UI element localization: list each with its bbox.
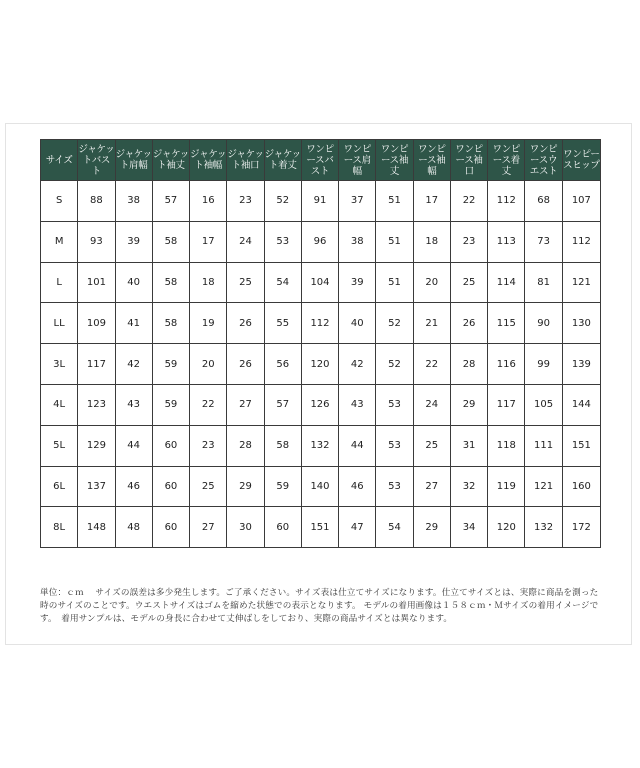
cell-dress-bust: 126 (301, 384, 338, 425)
cell-dress-waist: 68 (525, 181, 562, 222)
cell-jacket-sleeve-length: 57 (152, 181, 189, 222)
cell-dress-sleeve-width: 17 (413, 181, 450, 222)
cell-jacket-cuff: 30 (227, 507, 264, 548)
cell-jacket-sleeve-width: 18 (190, 262, 227, 303)
cell-jacket-bust: 93 (78, 221, 115, 262)
cell-jacket-sleeve-width: 20 (190, 344, 227, 385)
cell-dress-sleeve-length: 53 (376, 384, 413, 425)
cell-jacket-sleeve-length: 58 (152, 221, 189, 262)
cell-jacket-cuff: 24 (227, 221, 264, 262)
cell-jacket-sleeve-width: 19 (190, 303, 227, 344)
cell-jacket-shoulder: 44 (115, 425, 152, 466)
cell-dress-shoulder: 37 (339, 181, 376, 222)
cell-dress-length: 120 (488, 507, 525, 548)
cell-dress-shoulder: 46 (339, 466, 376, 507)
cell-jacket-cuff: 26 (227, 303, 264, 344)
cell-jacket-sleeve-width: 27 (190, 507, 227, 548)
header-dress-length: ワンピース着丈 (488, 140, 525, 181)
cell-dress-hip: 121 (562, 262, 600, 303)
cell-size: 8L (41, 507, 78, 548)
cell-dress-length: 118 (488, 425, 525, 466)
cell-jacket-shoulder: 39 (115, 221, 152, 262)
cell-size: S (41, 181, 78, 222)
cell-jacket-bust: 101 (78, 262, 115, 303)
cell-dress-hip: 160 (562, 466, 600, 507)
cell-jacket-cuff: 28 (227, 425, 264, 466)
table-header-row (41, 140, 601, 181)
cell-jacket-bust: 123 (78, 384, 115, 425)
cell-jacket-sleeve-width: 16 (190, 181, 227, 222)
cell-dress-bust: 120 (301, 344, 338, 385)
cell-dress-cuff: 26 (450, 303, 487, 344)
cell-jacket-length: 53 (264, 221, 301, 262)
cell-jacket-bust: 109 (78, 303, 115, 344)
cell-jacket-sleeve-width: 23 (190, 425, 227, 466)
cell-dress-cuff: 31 (450, 425, 487, 466)
table-row (41, 344, 601, 385)
cell-jacket-length: 55 (264, 303, 301, 344)
table-row (41, 425, 601, 466)
cell-jacket-shoulder: 46 (115, 466, 152, 507)
cell-dress-bust: 132 (301, 425, 338, 466)
cell-dress-waist: 111 (525, 425, 562, 466)
cell-dress-hip: 107 (562, 181, 600, 222)
cell-jacket-sleeve-length: 60 (152, 466, 189, 507)
header-dress-shoulder: ワンピース肩幅 (339, 140, 376, 181)
cell-jacket-sleeve-length: 60 (152, 425, 189, 466)
cell-jacket-shoulder: 43 (115, 384, 152, 425)
cell-dress-hip: 130 (562, 303, 600, 344)
cell-jacket-cuff: 25 (227, 262, 264, 303)
cell-dress-bust: 96 (301, 221, 338, 262)
header-jacket-cuff: ジャケット袖口 (227, 140, 264, 181)
cell-jacket-shoulder: 48 (115, 507, 152, 548)
cell-dress-waist: 99 (525, 344, 562, 385)
cell-dress-sleeve-width: 18 (413, 221, 450, 262)
cell-dress-cuff: 25 (450, 262, 487, 303)
cell-jacket-cuff: 27 (227, 384, 264, 425)
cell-dress-bust: 151 (301, 507, 338, 548)
cell-dress-length: 115 (488, 303, 525, 344)
header-jacket-sleeve-width: ジャケット袖幅 (190, 140, 227, 181)
header-dress-waist: ワンピースウエスト (525, 140, 562, 181)
cell-dress-hip: 112 (562, 221, 600, 262)
cell-dress-length: 116 (488, 344, 525, 385)
cell-jacket-sleeve-width: 17 (190, 221, 227, 262)
cell-jacket-length: 57 (264, 384, 301, 425)
header-jacket-length: ジャケット着丈 (264, 140, 301, 181)
cell-dress-sleeve-length: 52 (376, 303, 413, 344)
cell-jacket-shoulder: 41 (115, 303, 152, 344)
cell-size: 3L (41, 344, 78, 385)
cell-dress-length: 119 (488, 466, 525, 507)
cell-size: LL (41, 303, 78, 344)
cell-dress-hip: 172 (562, 507, 600, 548)
cell-jacket-length: 58 (264, 425, 301, 466)
cell-dress-waist: 132 (525, 507, 562, 548)
header-dress-sleeve-width: ワンピース袖幅 (413, 140, 450, 181)
cell-jacket-cuff: 26 (227, 344, 264, 385)
cell-jacket-sleeve-length: 59 (152, 344, 189, 385)
cell-jacket-shoulder: 40 (115, 262, 152, 303)
cell-dress-sleeve-width: 20 (413, 262, 450, 303)
cell-dress-sleeve-length: 53 (376, 466, 413, 507)
cell-dress-cuff: 29 (450, 384, 487, 425)
cell-dress-sleeve-width: 24 (413, 384, 450, 425)
table-row (41, 466, 601, 507)
cell-jacket-length: 54 (264, 262, 301, 303)
cell-dress-sleeve-width: 25 (413, 425, 450, 466)
cell-dress-bust: 140 (301, 466, 338, 507)
size-table (40, 139, 601, 548)
header-size: サイズ (41, 140, 78, 181)
cell-dress-shoulder: 43 (339, 384, 376, 425)
cell-dress-bust: 104 (301, 262, 338, 303)
cell-dress-shoulder: 39 (339, 262, 376, 303)
table-row (41, 262, 601, 303)
cell-dress-sleeve-length: 53 (376, 425, 413, 466)
cell-dress-shoulder: 42 (339, 344, 376, 385)
cell-dress-sleeve-width: 27 (413, 466, 450, 507)
cell-jacket-bust: 148 (78, 507, 115, 548)
cell-jacket-length: 52 (264, 181, 301, 222)
cell-jacket-bust: 129 (78, 425, 115, 466)
table-row (41, 384, 601, 425)
cell-jacket-shoulder: 42 (115, 344, 152, 385)
cell-dress-shoulder: 40 (339, 303, 376, 344)
cell-dress-shoulder: 38 (339, 221, 376, 262)
cell-dress-cuff: 28 (450, 344, 487, 385)
cell-size: M (41, 221, 78, 262)
cell-jacket-sleeve-width: 25 (190, 466, 227, 507)
cell-size: L (41, 262, 78, 303)
table-row (41, 507, 601, 548)
cell-dress-sleeve-length: 54 (376, 507, 413, 548)
cell-jacket-sleeve-length: 59 (152, 384, 189, 425)
cell-dress-waist: 105 (525, 384, 562, 425)
cell-dress-shoulder: 47 (339, 507, 376, 548)
cell-dress-hip: 144 (562, 384, 600, 425)
header-dress-hip: ワンピースヒップ (562, 140, 600, 181)
cell-jacket-cuff: 23 (227, 181, 264, 222)
cell-dress-sleeve-width: 29 (413, 507, 450, 548)
cell-dress-length: 113 (488, 221, 525, 262)
table-row (41, 221, 601, 262)
cell-dress-hip: 151 (562, 425, 600, 466)
cell-jacket-sleeve-length: 58 (152, 262, 189, 303)
cell-dress-bust: 112 (301, 303, 338, 344)
cell-dress-cuff: 32 (450, 466, 487, 507)
cell-jacket-length: 59 (264, 466, 301, 507)
cell-dress-length: 114 (488, 262, 525, 303)
cell-dress-sleeve-length: 51 (376, 181, 413, 222)
cell-jacket-sleeve-length: 58 (152, 303, 189, 344)
cell-jacket-bust: 117 (78, 344, 115, 385)
cell-size: 6L (41, 466, 78, 507)
cell-jacket-cuff: 29 (227, 466, 264, 507)
cell-dress-length: 117 (488, 384, 525, 425)
cell-jacket-shoulder: 38 (115, 181, 152, 222)
table-body (41, 181, 601, 548)
cell-jacket-bust: 137 (78, 466, 115, 507)
cell-size: 4L (41, 384, 78, 425)
cell-dress-cuff: 22 (450, 181, 487, 222)
cell-dress-hip: 139 (562, 344, 600, 385)
header-jacket-shoulder: ジャケット肩幅 (115, 140, 152, 181)
cell-dress-cuff: 23 (450, 221, 487, 262)
size-note: 単位：ｃｍ サイズの誤差は多少発生します。ご了承ください。サイズ表は仕立てサイズになります。仕立てサイズとは、実際に商品を測った時のサイズのことです。ウエストサイズはゴムを縮めた状態での表示となります。 モデルの着用画像は１５８ｃｍ・Ｍサイズの着用イメージです。 着用サンプルは、モデルの身長に合わせて丈伸ばしをしており、実際の商品サイズとは異なります。 (40, 588, 599, 625)
cell-dress-sleeve-length: 51 (376, 262, 413, 303)
table-row (41, 181, 601, 222)
table-row (41, 303, 601, 344)
cell-dress-cuff: 34 (450, 507, 487, 548)
cell-dress-waist: 73 (525, 221, 562, 262)
cell-dress-sleeve-width: 22 (413, 344, 450, 385)
header-dress-bust: ワンピースバスト (301, 140, 338, 181)
cell-dress-sleeve-length: 52 (376, 344, 413, 385)
cell-dress-sleeve-width: 21 (413, 303, 450, 344)
cell-dress-sleeve-length: 51 (376, 221, 413, 262)
cell-jacket-length: 56 (264, 344, 301, 385)
cell-dress-length: 112 (488, 181, 525, 222)
cell-jacket-length: 60 (264, 507, 301, 548)
header-dress-sleeve-length: ワンピース袖丈 (376, 140, 413, 181)
header-jacket-bust: ジャケットバスト (78, 140, 115, 181)
cell-dress-bust: 91 (301, 181, 338, 222)
header-dress-cuff: ワンピース袖口 (450, 140, 487, 181)
cell-dress-waist: 121 (525, 466, 562, 507)
cell-jacket-sleeve-width: 22 (190, 384, 227, 425)
cell-dress-waist: 90 (525, 303, 562, 344)
cell-size: 5L (41, 425, 78, 466)
cell-jacket-bust: 88 (78, 181, 115, 222)
cell-dress-shoulder: 44 (339, 425, 376, 466)
header-jacket-sleeve-length: ジャケット袖丈 (152, 140, 189, 181)
cell-dress-waist: 81 (525, 262, 562, 303)
cell-jacket-sleeve-length: 60 (152, 507, 189, 548)
